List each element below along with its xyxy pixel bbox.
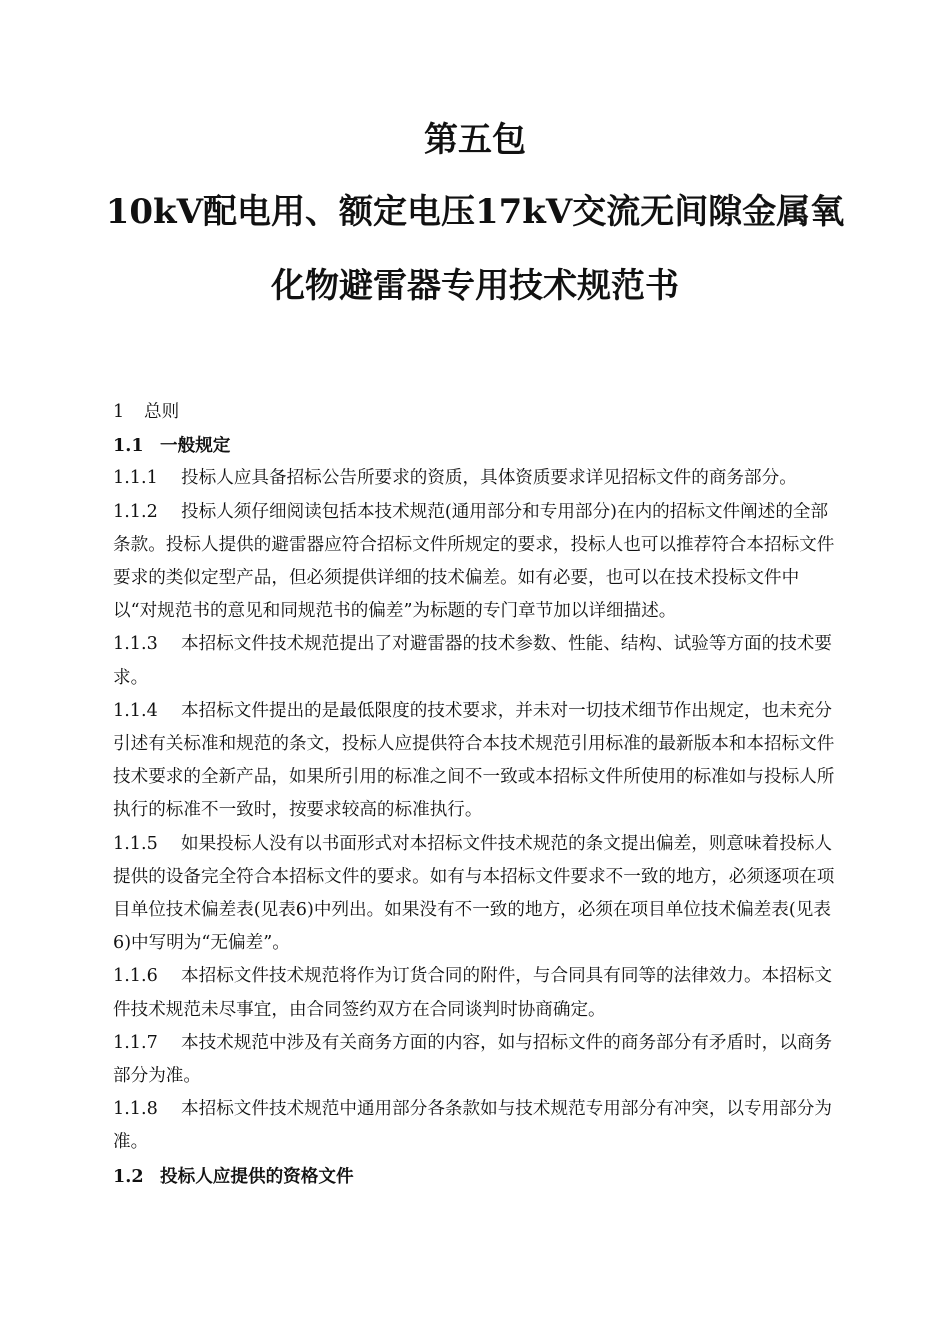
- section-title: 一般规定: [160, 435, 231, 457]
- clause-text: 本招标文件技术规范将作为订货合同的附件，与合同具有同等的法律效力。本招标文件技术规范未尽事宜，由合同签约双方在合同谈判时协商确定。: [113, 966, 832, 1020]
- clause-1-1-8: [113, 1093, 843, 1159]
- clause-1-1-2: [113, 496, 843, 629]
- clause-1-1-5: [113, 828, 843, 961]
- section-title: 投标人应提供的资格文件: [160, 1165, 354, 1187]
- section-number: 1.1: [113, 435, 144, 457]
- clause-number: 1.1.2: [113, 501, 158, 522]
- clause-1-1-6: [113, 960, 843, 1026]
- clause-number: 1.1.6: [113, 966, 158, 987]
- section-title: 总则: [144, 402, 180, 422]
- clause-number: 1.1.8: [113, 1099, 158, 1120]
- clause-number: 1.1.7: [113, 1032, 158, 1053]
- section-heading-1-2: [113, 1160, 843, 1193]
- clause-number: 1.1.1: [113, 468, 158, 489]
- clause-text: 本招标文件技术规范提出了对避雷器的技术参数、性能、结构、试验等方面的技术要求。: [113, 634, 832, 688]
- clause-number: 1.1.4: [113, 700, 158, 721]
- document-body: [113, 396, 843, 1193]
- clause-number: 1.1.5: [113, 833, 158, 854]
- section-number: 1: [113, 402, 125, 422]
- clause-number: 1.1.3: [113, 634, 158, 655]
- document-title-line-2: 化物避雷器专用技术规范书: [271, 266, 679, 306]
- section-number: 1.2: [113, 1165, 144, 1187]
- document-title-line-1: 10kV配电用、额定电压17kV交流无间隙金属氧: [105, 192, 845, 232]
- clause-text: 本招标文件提出的是最低限度的技术要求，并未对一切技术细节作出规定，也未充分引述有关标准和规范的条文，投标人应提供符合本技术规范引用标准的最新版本和本招标文件技术要求的全新产品，如果所引用的标准之间不一致或本招标文件所使用的标准如与投标人所执行的标准不一致时，按要求较高的标准执行。: [113, 700, 835, 821]
- clause-text: 投标人须仔细阅读包括本技术规范(通用部分和专用部分)在内的招标文件阐述的全部条款。投标人提供的避雷器应符合招标文件所规定的要求，投标人也可以推荐符合本招标文件要求的类似定型产品，但必须提供详细的技术偏差。如有必要，也可以在技术投标文件中以“对规范书的意见和同规范书的偏差”为标题的专门章节加以详细描述。: [113, 501, 835, 622]
- clause-1-1-1: [113, 462, 843, 495]
- section-heading-1-1: [113, 429, 843, 462]
- section-heading-1: [113, 396, 843, 429]
- clause-1-1-4: [113, 695, 843, 828]
- clause-1-1-7: [113, 1027, 843, 1093]
- clause-text: 本技术规范中涉及有关商务方面的内容，如与招标文件的商务部分有矛盾时，以商务部分为准。: [113, 1032, 832, 1087]
- clause-text: 如果投标人没有以书面形式对本招标文件技术规范的条文提出偏差，则意味着投标人提供的设备完全符合本招标文件的要求。如有与本招标文件要求不一致的地方，必须逐项在项目单位技术偏差表(见表6)中列出。如果没有不一致的地方，必须在项目单位技术偏差表(见表6)中写明为“无偏差”。: [113, 833, 835, 954]
- clause-text: 投标人应具备招标公告所要求的资质，具体资质要求详见招标文件的商务部分。: [181, 468, 797, 489]
- clause-1-1-3: [113, 628, 843, 694]
- clause-text: 本招标文件技术规范中通用部分各条款如与技术规范专用部分有冲突，以专用部分为准。: [113, 1099, 832, 1153]
- package-title: 第五包: [424, 120, 526, 160]
